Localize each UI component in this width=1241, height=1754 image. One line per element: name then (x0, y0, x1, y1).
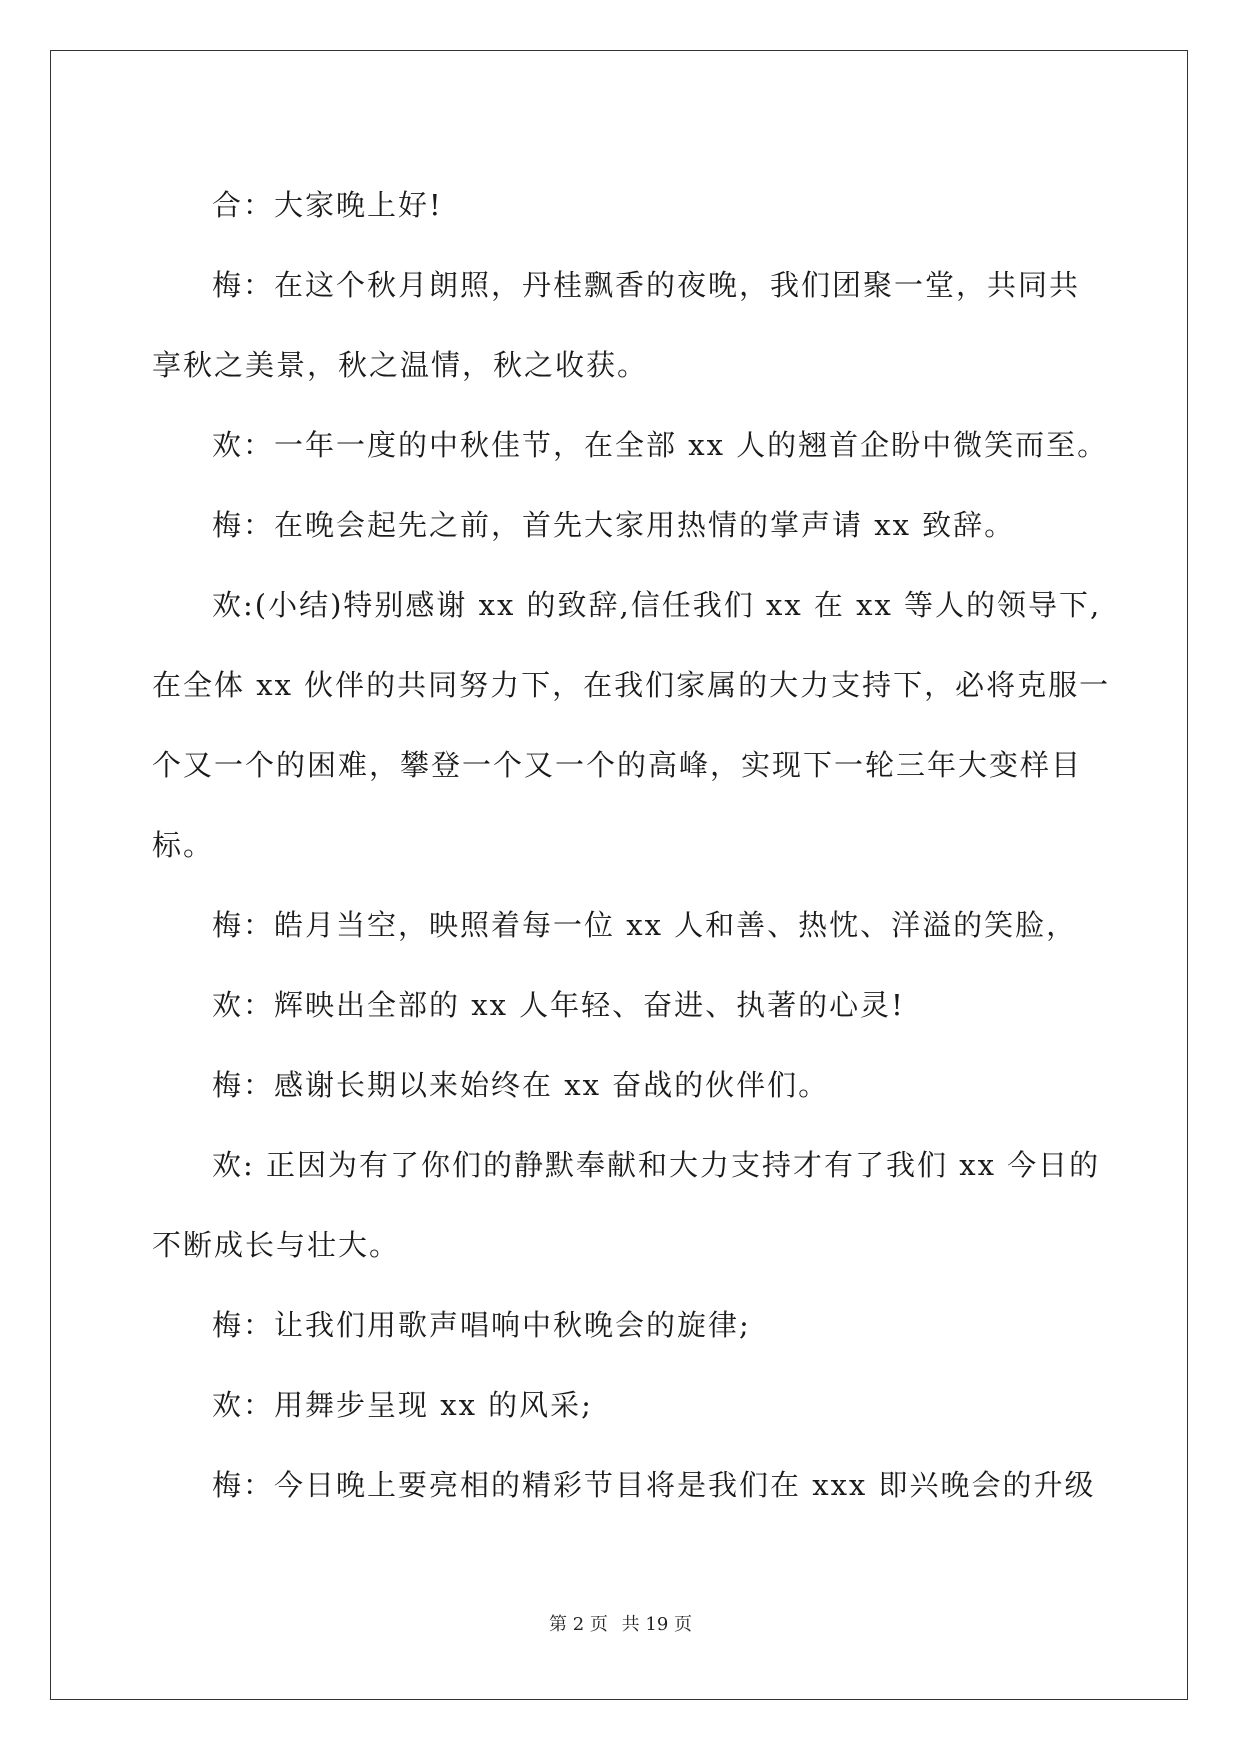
text-line: 在全体 xx 伙伴的共同努力下，在我们家属的大力支持下，必将克服一 (152, 668, 1111, 702)
text-line: 欢:(小结)特别感谢 xx 的致辞,信任我们 xx 在 xx 等人的领导下, (212, 588, 1102, 622)
text-line: 享秋之美景，秋之温情，秋之收获。 (152, 348, 649, 382)
text-line: 欢: 正因为有了你们的静默奉献和大力支持才有了我们 xx 今日的 (212, 1148, 1101, 1182)
text-line: 梅：感谢长期以来始终在 xx 奋战的伙伴们。 (212, 1068, 830, 1102)
document-body (152, 165, 1111, 1525)
text-line: 欢：辉映出全部的 xx 人年轻、奋进、执著的心灵! (212, 988, 905, 1022)
text-line: 欢：用舞步呈现 xx 的风采; (212, 1388, 593, 1422)
page-total: 共 19 页 (621, 1614, 692, 1635)
text-line: 梅：今日晚上要亮相的精彩节目将是我们在 xxx 即兴晚会的升级 (212, 1468, 1096, 1502)
text-line: 梅：在晚会起先之前，首先大家用热情的掌声请 xx 致辞。 (212, 508, 1016, 542)
text-line: 标。 (152, 828, 215, 862)
text-line: 梅：皓月当空，映照着每一位 xx 人和善、热忱、洋溢的笑脸， (212, 908, 1078, 942)
page-number: 第 2 页 (549, 1614, 608, 1635)
text-line: 个又一个的困难，攀登一个又一个的高峰，实现下一轮三年大变样目 (152, 748, 1083, 782)
text-line: 梅：让我们用歌声唱响中秋晚会的旋律; (212, 1308, 751, 1342)
text-line: 不断成长与壮大。 (152, 1228, 401, 1262)
page-footer (0, 1610, 1241, 1636)
text-line: 梅：在这个秋月朗照，丹桂飘香的夜晚，我们团聚一堂，共同共 (212, 268, 1081, 302)
text-line: 欢：一年一度的中秋佳节，在全部 xx 人的翘首企盼中微笑而至。 (212, 428, 1109, 462)
text-line: 合：大家晚上好! (212, 188, 443, 222)
